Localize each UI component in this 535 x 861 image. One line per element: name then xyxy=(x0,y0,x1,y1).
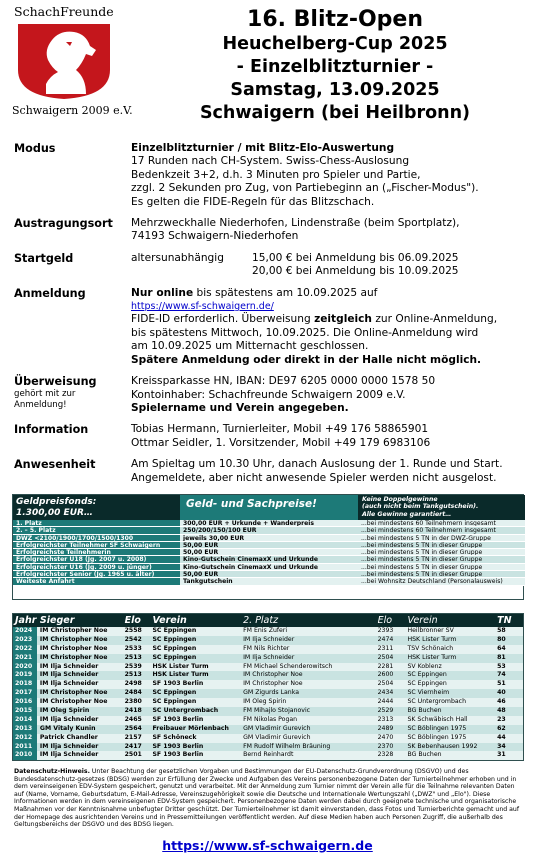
cell-elo-2: 2434 xyxy=(377,689,394,697)
col-header-second: 2. Platz xyxy=(243,615,279,626)
startgeld-line-2: 20,00 € bei Anmeldung bis 10.09.2025 xyxy=(252,265,459,278)
cell-second: IM Christopher Noe xyxy=(243,680,303,688)
prize-row xyxy=(13,556,525,563)
prize-row xyxy=(13,542,525,549)
startgeld-row xyxy=(14,252,524,279)
cell-club: SF Schöneck xyxy=(152,733,197,741)
event-title xyxy=(135,6,535,125)
title-line-3: - Einzelblitzturnier - xyxy=(236,57,434,77)
cell-club-2: BG Buchen xyxy=(407,751,442,759)
cell-elo-2: 2444 xyxy=(377,698,394,706)
cell-tn: 40 xyxy=(497,689,506,697)
winner-row xyxy=(13,743,523,752)
ueberweisung-row xyxy=(14,375,524,415)
cell-elo: 2380 xyxy=(124,698,142,706)
winner-row xyxy=(13,680,523,689)
cell-club-2: SC Böblingen 1975 xyxy=(407,724,467,732)
winner-row xyxy=(13,725,523,734)
col-header-tn: TN xyxy=(497,615,512,626)
prize-value: 300,00 EUR + Urkunde + Wanderpreis xyxy=(180,520,358,526)
cell-year: 2020 xyxy=(13,663,37,672)
prize-row xyxy=(13,520,525,527)
prize-condition: ...bei mindestens 5 TN in dieser Gruppe xyxy=(358,564,525,570)
prize-table xyxy=(12,494,524,600)
winner-row xyxy=(13,751,523,760)
title-line-5: Schwaigern (bei Heilbronn) xyxy=(199,103,471,123)
prize-condition: ...bei mindestens 5 TN in dieser Gruppe xyxy=(358,549,525,555)
modus-line-1: 17 Runden nach CH-System. Swiss-Chess-Auslosung xyxy=(131,155,410,168)
ueberweisung-sub-1: gehört mit zur xyxy=(14,388,76,399)
cell-tn: 23 xyxy=(497,715,506,723)
cell-elo-2: 2474 xyxy=(377,635,394,643)
prize-row xyxy=(13,535,525,542)
cell-second: IM Ilja Schneider xyxy=(243,653,295,661)
cell-year: 2023 xyxy=(13,636,37,645)
privacy-notice xyxy=(14,768,524,829)
ort-row xyxy=(14,217,524,244)
startgeld-label: Startgeld xyxy=(14,251,74,265)
ueberweisung-line-2: Kontoinhaber: Schachfreunde Schwaigern 2009 e.V. xyxy=(131,388,406,401)
prize-row xyxy=(13,549,525,556)
prize-category: Erfolgreichster Teilnehmer SF Schwaigern xyxy=(13,542,180,548)
prize-category: Erfolgreichste Teilnehmerin xyxy=(13,549,180,555)
prize-value: Tankgutschein xyxy=(180,578,358,584)
cell-tn: 80 xyxy=(497,635,506,643)
col-header-elo: Elo xyxy=(124,615,141,626)
cell-club: SC Eppingen xyxy=(152,698,197,706)
prize-value: Kino-Gutschein CinemaxX und Urkunde xyxy=(180,564,358,570)
cell-elo-2: 2313 xyxy=(377,715,394,723)
cell-elo: 2558 xyxy=(124,627,142,634)
cell-elo-2: 2370 xyxy=(377,742,394,750)
cell-elo-2: 2529 xyxy=(377,707,394,715)
cell-year: 2022 xyxy=(13,645,37,654)
anwesenheit-line-1: Am Spieltag um 10.30 Uhr, danach Auslosung der 1. Runde und Start. xyxy=(131,458,503,471)
cell-year: 2019 xyxy=(13,671,37,680)
cell-club-2: SC Viernheim xyxy=(407,689,450,697)
winner-row xyxy=(13,671,523,680)
prize-category: Erfolgreichster U16 (Jg. 2009 u. jünger) xyxy=(13,564,180,570)
winner-row xyxy=(13,689,523,698)
footer-website-link[interactable]: https://www.sf-schwaigern.de xyxy=(162,838,373,853)
col-header-year: Jahr xyxy=(15,615,37,626)
title-line-4: Samstag, 13.09.2025 xyxy=(230,80,440,100)
cell-club-2: Heilbronner SV xyxy=(407,627,454,634)
prize-category: 1. Platz xyxy=(13,520,180,526)
ort-line-1: Mehrzweckhalle Niederhofen, Lindenstraße (beim Sportplatz), xyxy=(131,217,460,230)
cell-club: SF 1903 Berlin xyxy=(152,715,204,723)
cell-second: Bernd Reinhardt xyxy=(243,751,294,759)
prize-row xyxy=(13,571,525,578)
cell-winner: IM Ilja Schneider xyxy=(39,751,99,759)
cell-second: IM Ilja Schneider xyxy=(243,635,295,643)
cell-winner: IM Ilja Schneider xyxy=(39,671,99,679)
cell-winner: IM Christopher Noe xyxy=(39,627,108,634)
winners-table xyxy=(12,613,524,761)
prize-row xyxy=(13,578,525,585)
title-line-2: Heuchelberg-Cup 2025 xyxy=(222,34,448,54)
modus-line-2: Bedenkzeit 3+2, d.h. 3 Minuten pro Spieler und Partie, xyxy=(131,168,421,181)
prize-fund-amount: 1.300,00 EUR… xyxy=(16,508,93,518)
cell-second: IM Christopher Noe xyxy=(243,671,303,679)
modus-line-3: zzgl. 2 Sekunden pro Zug, von Partiebeginn an („Fischer-Modus"). xyxy=(131,182,479,195)
cell-elo: 2501 xyxy=(124,751,142,759)
cell-club-2: BG Buchen xyxy=(407,707,442,715)
cell-club-2: SC Böblingen 1975 xyxy=(407,733,467,741)
prize-category: DWZ <2100/1900/1700/1500/1300 xyxy=(13,535,180,541)
anwesenheit-line-2: Angemeldete, aber nicht anwesende Spieler werden nicht ausgelost. xyxy=(131,471,497,484)
cell-elo: 2484 xyxy=(124,689,142,697)
cell-winner: IM Ilja Schneider xyxy=(39,662,99,670)
col-header-elo-2: Elo xyxy=(377,615,393,626)
information-line-1: Tobias Hermann, Turnierleiter, Mobil +49 176 58865901 xyxy=(131,423,429,436)
cell-tn: 74 xyxy=(497,671,506,679)
cell-second: FM Enis Zuferi xyxy=(243,627,288,634)
logo-top-text: SchachFreunde xyxy=(14,4,114,19)
modus-row xyxy=(14,142,524,209)
ueberweisung-line-3: Spielername und Verein angegeben. xyxy=(131,401,349,414)
anmeldung-l2b: zeitgleich xyxy=(314,313,372,326)
cell-second: FM Nikolas Pogan xyxy=(243,715,298,723)
cell-club-2: SK Bebenhausen 1992 xyxy=(407,742,478,750)
cell-second: GM Vladimir Gurevich xyxy=(243,733,311,741)
winner-row xyxy=(13,734,523,743)
anmeldung-line-3: bis spätestens Mittwoch, 10.09.2025. Die Online-Anmeldung wird xyxy=(131,326,479,339)
registration-link[interactable]: https://www.sf-schwaigern.de/ xyxy=(131,301,274,313)
cell-elo-2: 2470 xyxy=(377,733,394,741)
winners-header-row xyxy=(13,614,523,627)
cell-club: Freibauer Mörlenbach xyxy=(152,724,229,732)
cell-tn: 81 xyxy=(497,653,506,661)
cell-elo: 2513 xyxy=(124,671,142,679)
startgeld-category: altersunabhängig xyxy=(131,251,224,264)
anmeldung-line-5: Spätere Anmeldung oder direkt in der Halle nicht möglich. xyxy=(131,353,482,366)
cell-second: FM Nils Richter xyxy=(243,644,290,652)
cell-elo: 2417 xyxy=(124,742,142,750)
cell-club: SF 1903 Berlin xyxy=(152,680,204,688)
winner-row xyxy=(13,663,523,672)
cell-year: 2021 xyxy=(13,654,37,663)
cell-year: 2024 xyxy=(13,627,37,636)
anwesenheit-row xyxy=(14,458,524,485)
cell-second: IM Oleg Spirin xyxy=(243,698,287,706)
cell-club: SC Eppingen xyxy=(152,627,197,634)
cell-year: 2015 xyxy=(13,707,37,716)
cell-elo: 2533 xyxy=(124,644,142,652)
cell-second: FM Michael Schenderowitsch xyxy=(243,662,333,670)
cell-tn: 62 xyxy=(497,724,506,732)
ueberweisung-line-1: Kreissparkasse HN, IBAN: DE97 6205 0000 0000 1578 50 xyxy=(131,375,436,388)
cell-club-2: SC Untergrombach xyxy=(407,698,466,706)
cell-club-2: HSK Lister Turm xyxy=(407,653,457,661)
anmeldung-label: Anmeldung xyxy=(14,286,86,300)
cell-year: 2017 xyxy=(13,689,37,698)
prize-type-header: Geld- und Sachpreise! xyxy=(180,495,358,520)
cell-elo: 2513 xyxy=(124,653,142,661)
anmeldung-l2a: FIDE-ID erforderlich. Überweisung xyxy=(131,313,315,326)
prize-fund-header xyxy=(13,495,180,520)
cell-elo: 2539 xyxy=(124,662,142,670)
prize-condition: ...bei mindestens 5 TN in dieser Gruppe xyxy=(358,571,525,577)
cell-club-2: HSK Lister Turm xyxy=(407,635,457,643)
cell-elo: 2465 xyxy=(124,715,142,723)
winners-rows xyxy=(13,627,523,760)
prize-condition: ...bei mindestens 5 TN in der DWZ-Gruppe xyxy=(358,535,525,541)
cell-tn: 53 xyxy=(497,662,506,670)
winner-row xyxy=(13,698,523,707)
information-label: Information xyxy=(14,423,89,437)
anmeldung-line-4: am 10.09.2025 um Mitternacht geschlossen. xyxy=(131,340,369,353)
prize-condition: ...bei mindestens 60 Teilnehmern insgesamt xyxy=(358,527,525,533)
prize-value: 50,00 EUR xyxy=(180,542,358,548)
cell-winner: GM Vitaly Kunin xyxy=(39,724,96,732)
cell-tn: 58 xyxy=(497,627,506,634)
ueberweisung-title: Überweisung xyxy=(14,375,97,389)
cell-tn: 44 xyxy=(497,733,506,741)
logo-bottom-text: Schwaigern 2009 e.V. xyxy=(12,104,133,117)
cell-winner: IM Christopher Noe xyxy=(39,644,108,652)
cell-year: 2011 xyxy=(13,743,37,752)
cell-winner: IM Christopher Noe xyxy=(39,653,108,661)
cell-second: GM Zigurds Lanka xyxy=(243,689,299,697)
cell-club: SC Eppingen xyxy=(152,689,197,697)
cell-winner: IM Ilja Schneider xyxy=(39,715,99,723)
cell-club: SF 1903 Berlin xyxy=(152,751,204,759)
cell-year: 2018 xyxy=(13,680,37,689)
cell-tn: 48 xyxy=(497,707,506,715)
cell-tn: 46 xyxy=(497,698,506,706)
prize-note-header xyxy=(358,495,525,520)
cell-winner: IM Ilja Schneider xyxy=(39,742,99,750)
cell-winner: IM Christopher Noe xyxy=(39,698,108,706)
cell-elo-2: 2311 xyxy=(377,644,394,652)
cell-club: HSK Lister Turm xyxy=(152,671,209,679)
cell-elo: 2498 xyxy=(124,680,142,688)
anmeldung-online-rest: bis spätestens am 10.09.2025 auf xyxy=(193,286,378,299)
cell-club: SC Eppingen xyxy=(152,644,197,652)
prize-value: 50,00 EUR xyxy=(180,571,358,577)
cell-second: FM Rudolf Wilhelm Bräuning xyxy=(243,742,331,750)
cell-tn: 34 xyxy=(497,742,506,750)
cell-second: FM Mihajlo Stojanovic xyxy=(243,707,311,715)
prize-condition: ...bei Wohnsitz Deutschland (Personalausweis) xyxy=(358,578,525,584)
prize-category: Weiteste Anfahrt xyxy=(13,578,180,584)
cell-second: GM Vladimir Gurevich xyxy=(243,724,311,732)
cell-club: HSK Lister Turm xyxy=(152,662,209,670)
anmeldung-online: Nur online xyxy=(131,286,194,299)
prize-category: Erfolgreichster Senior (Jg. 1965 u. älter) xyxy=(13,571,180,577)
winner-row xyxy=(13,645,523,654)
ort-line-2: 74193 Schwaigern-Niederhofen xyxy=(131,230,299,243)
cell-elo-2: 2489 xyxy=(377,724,394,732)
prize-condition: ...bei mindestens 5 TN in dieser Gruppe xyxy=(358,556,525,562)
prize-value: Kino-Gutschein CinemaxX und Urkunde xyxy=(180,556,358,562)
prize-note-3: Alle Gewinne garantiert… xyxy=(362,510,452,518)
modus-head: Einzelblitzturnier / mit Blitz-Elo-Auswertung xyxy=(131,142,395,154)
ueberweisung-label xyxy=(14,375,131,415)
cell-club: SF 1903 Berlin xyxy=(152,742,204,750)
prize-value: jeweils 30,00 EUR xyxy=(180,535,358,541)
prize-category: 2. – 5. Platz xyxy=(13,527,180,533)
modus-line-4: Es gelten die FIDE-Regeln für das Blitzschach. xyxy=(131,195,375,208)
cell-elo-2: 2281 xyxy=(377,662,394,670)
cell-elo-2: 2504 xyxy=(377,680,394,688)
information-line-2: Ottmar Seidler, 1. Vorsitzender, Mobil +49 179 6983106 xyxy=(131,436,431,449)
prize-note-1: Keine Doppelgewinne xyxy=(362,496,438,503)
privacy-head: Datenschutz-Hinweis. xyxy=(14,768,90,775)
prize-value: 250/200/150/100 EUR xyxy=(180,527,358,533)
cell-elo-2: 2393 xyxy=(377,627,394,634)
cell-elo: 2418 xyxy=(124,707,142,715)
cell-elo: 2542 xyxy=(124,635,142,643)
anmeldung-row xyxy=(14,287,524,367)
col-header-club: Verein xyxy=(152,615,187,626)
cell-winner: IM Christopher Noe xyxy=(39,635,108,643)
winner-row xyxy=(13,707,523,716)
winner-row xyxy=(13,627,523,636)
cell-club-2: SC Eppingen xyxy=(407,680,447,688)
cell-year: 2013 xyxy=(13,725,37,734)
cell-elo: 2157 xyxy=(124,733,142,741)
modus-label: Modus xyxy=(14,142,56,155)
information-row xyxy=(14,423,524,450)
cell-club: SC Untergrombach xyxy=(152,707,219,715)
winner-row xyxy=(13,716,523,725)
prize-category: Erfolgreichster U18 (Jg. 2007 u. 2008) xyxy=(13,556,180,562)
col-header-club-2: Verein xyxy=(407,615,438,626)
knight-logo-icon xyxy=(16,20,112,100)
prize-condition: ...bei mindestens 5 TN in dieser Gruppe xyxy=(358,542,525,548)
cell-winner: IM Christopher Noe xyxy=(39,689,108,697)
cell-tn: 64 xyxy=(497,644,506,652)
title-line-1: 16. Blitz-Open xyxy=(247,7,423,32)
info-section xyxy=(14,142,524,493)
winner-row xyxy=(13,636,523,645)
cell-tn: 51 xyxy=(497,680,506,688)
cell-club: SC Eppingen xyxy=(152,653,197,661)
cell-year: 2016 xyxy=(13,698,37,707)
cell-elo: 2564 xyxy=(124,724,142,732)
startgeld-line-1: 15,00 € bei Anmeldung bis 06.09.2025 xyxy=(252,251,459,264)
cell-year: 2010 xyxy=(13,751,37,760)
cell-elo-2: 2600 xyxy=(377,671,394,679)
cell-club-2: SK Schwäbisch Hall xyxy=(407,715,468,723)
club-logo xyxy=(8,2,133,120)
cell-winner: Patrick Chandler xyxy=(39,733,98,741)
prize-fund-title: Geldpreisfonds: xyxy=(16,497,97,507)
prize-value: 50,00 EUR xyxy=(180,549,358,555)
cell-year: 2012 xyxy=(13,734,37,743)
winner-row xyxy=(13,654,523,663)
col-header-winner: Sieger xyxy=(39,615,75,626)
anwesenheit-label: Anwesenheit xyxy=(14,458,96,472)
cell-club-2: SV Koblenz xyxy=(407,662,442,670)
cell-tn: 31 xyxy=(497,751,506,759)
ort-label: Austragungsort xyxy=(14,217,113,231)
anmeldung-l2c: zur Online-Anmeldung, xyxy=(371,313,498,326)
ueberweisung-sub-2: Anmeldung! xyxy=(14,399,67,410)
prize-rows xyxy=(13,520,525,586)
cell-elo-2: 2504 xyxy=(377,653,394,661)
prize-condition: ...bei mindestens 60 Teilnehmern insgesamt xyxy=(358,520,525,526)
privacy-text: Unter Beachtung der gesetzlichen Vorgaben und Bestimmungen der EU-Datenschutz-Grundverordnung (DSGVO) und des Bundesdatenschutz-gesetzes (BDSG) werden zur Erfüllung der Zwecke und Aufgaben des Vereins personenbezogene Daten der Turnierteilnehmer erhoben und in dem vereinseigenen EDV-System gespeichert, genutzt und verarbeitet. Mit der Anmeldung zum Turnier nimmt der Verein alle für die Teilnahme relevanten Daten auf (Name, Vorname, Geburtsdatum, E-Mail-Adresse, Vereinszugehörigkeit sowie die Deutsche und Internationale Wertungszahl („DWZ" und „Elo"). Diese Informationen werden in dem vereinseigenen EDV-System gespeichert. Personenbezogene Daten werden dabei durch geeignete technische und organisatorische Maßnahmen vor der Kenntnisnahme unbefugter Dritter geschützt. Der Turnierteilnehmer ist damit einverstanden, dass Fotos und Turnierberichte gemacht und auf der Homepage des ausrichtenden Vereins und in Pressemitteilungen veröffentlicht werden. Auf diese Medien haben auch Personen Zugriff, die außerhalb des Geltungsbereichs der DSGVO und des BDSG liegen. xyxy=(14,768,520,829)
cell-year: 2014 xyxy=(13,716,37,725)
cell-winner: IM Oleg Spirin xyxy=(39,707,90,715)
cell-elo-2: 2328 xyxy=(377,751,394,759)
prize-row xyxy=(13,527,525,534)
cell-club: SC Eppingen xyxy=(152,635,197,643)
cell-club-2: SC Eppingen xyxy=(407,671,447,679)
prize-row xyxy=(13,564,525,571)
cell-winner: IM Ilja Schneider xyxy=(39,680,99,688)
prize-note-2: (auch nicht beim Tankgutschein). xyxy=(362,503,479,511)
cell-club-2: TSV Schönaich xyxy=(407,644,454,652)
